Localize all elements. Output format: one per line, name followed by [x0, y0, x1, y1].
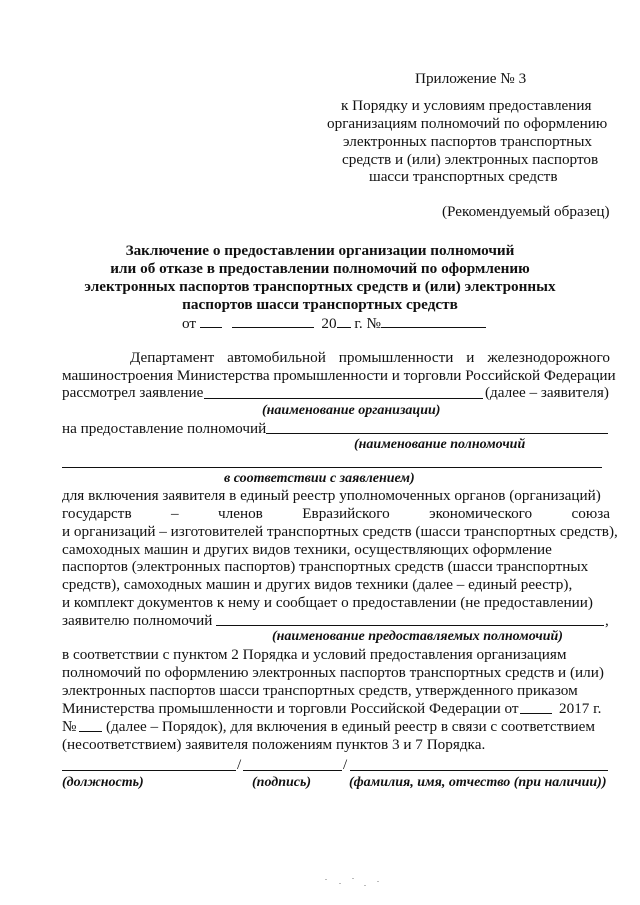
title-line-3: электронных паспортов транспортных средств и (или) электронных [84, 278, 556, 295]
p3-line-4-prefix: Министерства промышленности и торговли Российской Федерации от [62, 700, 519, 717]
p2-word: Евразийского [302, 505, 390, 522]
date-year-prefix: 20 [321, 315, 337, 332]
powers-name-field-continued[interactable] [62, 467, 602, 468]
hint-according-to-application: в соответствии с заявлением) [224, 471, 415, 486]
p2-word: государств [62, 505, 132, 522]
organization-name-field[interactable] [204, 398, 483, 399]
full-name-field[interactable] [350, 770, 608, 771]
signature-field[interactable] [243, 770, 342, 771]
p1-line-2: машиностроения Министерства промышленности и торговли Российской Федерации [62, 367, 616, 384]
p2-word: союза [571, 505, 610, 522]
p3-line-5-prefix: № [62, 718, 77, 735]
p3-line-4-suffix: 2017 г. [559, 700, 602, 717]
granted-powers-field[interactable] [216, 625, 604, 626]
p1-line-1 [130, 349, 610, 366]
appendix-to-line-2: организациям полномочий по оформлению [327, 115, 608, 132]
p1-word: промышленности [338, 349, 454, 366]
p1-word: автомобильной [227, 349, 326, 366]
label-position: (должность) [62, 775, 144, 790]
p2-line-1: для включения заявителя в единый реестр уполномоченных органов (организаций) [62, 487, 601, 504]
p1-word: Департамент [130, 349, 215, 366]
p1-word: и [466, 349, 475, 366]
p1-line-3-prefix: рассмотрел заявление [62, 384, 204, 401]
p1-word: железнодорожного [487, 349, 610, 366]
title-line-2: или об отказе в предоставлении полномочий по оформлению [110, 260, 530, 277]
title-line-1: Заключение о предоставлении организации полномочий [125, 242, 515, 259]
p3-line-1: в соответствии с пунктом 2 Порядка и условий предоставления организациям [62, 646, 567, 663]
p2-word: – [171, 505, 179, 522]
date-from-label: от [182, 315, 197, 332]
date-day-blank[interactable] [200, 314, 222, 328]
powers-name-field[interactable] [266, 433, 608, 434]
p3-line-3: электронных паспортов шасси транспортных средств, утвержденного приказом [62, 682, 578, 699]
p2-line-4: самоходных машин и других видов техники, осуществляющих оформление [62, 541, 552, 558]
p3-line-2: полномочий по оформлению электронных паспортов транспортных средств и (или) [62, 664, 604, 681]
p3-line-6: (несоответствием) заявителя положениям пунктов 3 и 7 Порядка. [62, 736, 486, 753]
p2-line-3: и организаций – изготовителей транспортных средств (шасси транспортных средств), [62, 523, 618, 540]
hint-powers-name: (наименование полномочий [354, 437, 526, 452]
p2-line-6: средств), самоходных машин и других видов техники (далее – единый реестр), [62, 576, 573, 593]
appendix-to-line-5: шасси транспортных средств [369, 168, 558, 185]
recommended-sample-label: (Рекомендуемый образец) [442, 203, 610, 220]
position-field[interactable] [62, 770, 236, 771]
p2-line-8-suffix: , [605, 612, 609, 629]
p2-line-8-prefix: заявителю полномочий [62, 612, 213, 629]
date-number-line [182, 314, 486, 332]
hint-granted-powers: (наименование предоставляемых полномочий) [272, 629, 563, 644]
p3-line-5-suffix: (далее – Порядок), для включения в единый реестр в связи с соответствием [106, 718, 595, 735]
scan-artifacts [325, 877, 385, 889]
label-full-name: (фамилия, имя, отчество (при наличии)) [349, 775, 607, 790]
signature-separator-2: / [343, 756, 348, 773]
hint-organization-name: (наименование организации) [262, 403, 441, 418]
order-number-blank[interactable] [79, 731, 102, 732]
p2-line-7: и комплект документов к нему и сообщает о предоставлении (не предоставлении) [62, 594, 593, 611]
order-date-blank[interactable] [520, 713, 552, 714]
p2-word: экономического [429, 505, 533, 522]
date-year-blank[interactable] [337, 314, 351, 328]
document-number-blank[interactable] [381, 314, 486, 328]
p2-line-2 [62, 505, 610, 522]
p2-word: членов [218, 505, 263, 522]
appendix-to-line-3: электронных паспортов транспортных [343, 133, 593, 150]
signature-separator-1: / [237, 756, 242, 773]
appendix-number: Приложение № 3 [415, 70, 527, 87]
p2-line-5: паспортов (электронных паспортов) транспортных средств (шасси транспортных [62, 558, 589, 575]
appendix-to-line-1: к Порядку и условиям предоставления [341, 97, 592, 114]
date-number-label: г. № [354, 315, 382, 332]
label-signature: (подпись) [252, 775, 312, 790]
p1-line-4-prefix: на предоставление полномочий [62, 420, 267, 437]
date-month-blank[interactable] [232, 314, 314, 328]
title-line-4: паспортов шасси транспортных средств [182, 296, 458, 313]
appendix-to-line-4: средств и (или) электронных паспортов [342, 151, 599, 168]
p1-line-3-suffix: (далее – заявителя) [485, 384, 609, 401]
